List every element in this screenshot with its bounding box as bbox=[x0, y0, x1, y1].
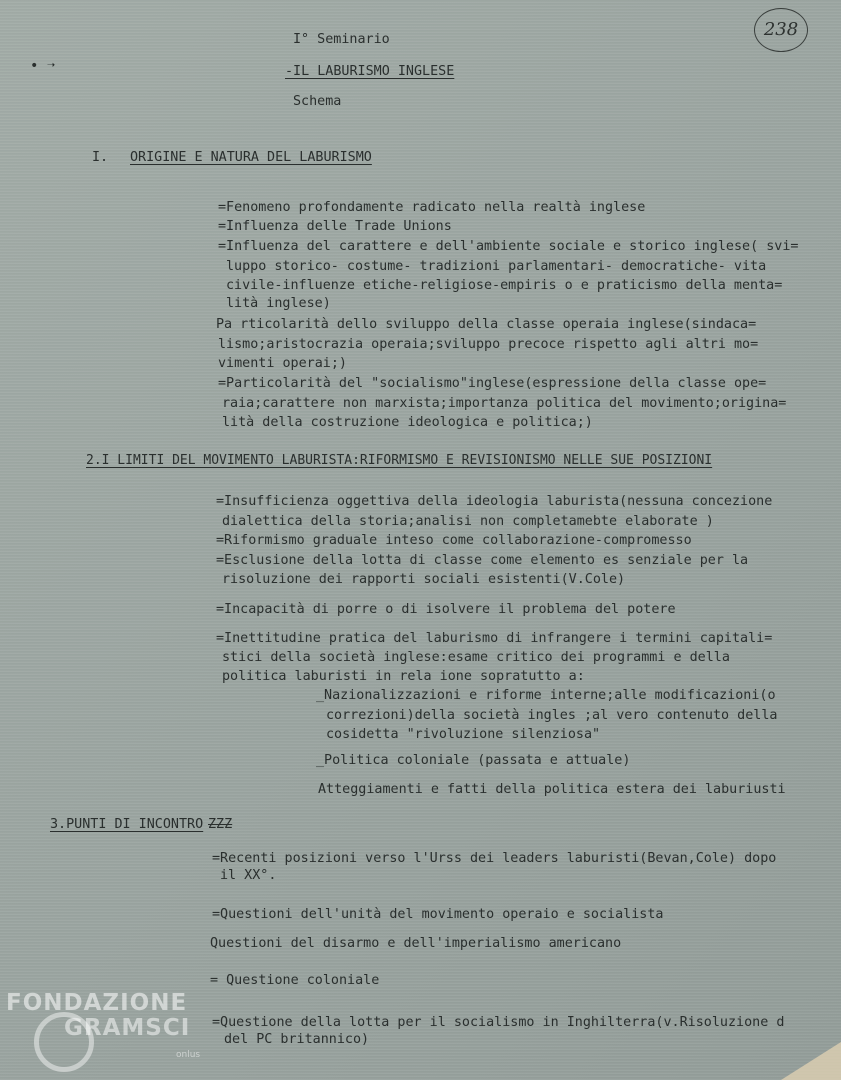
margin-mark: • ➝ bbox=[30, 58, 56, 74]
section2-line: =Insufficienza oggettiva della ideologia laburista(nessuna concezione bbox=[216, 494, 773, 509]
section1-line: luppo storico- costume- tradizioni parlamentari- democratiche- vita bbox=[226, 259, 767, 274]
section3-heading-strikeout: ZZZ bbox=[208, 817, 233, 832]
section2-line: stici della società inglese:esame critico dei programmi e della bbox=[222, 650, 730, 665]
section1-line: vimenti operai;) bbox=[218, 356, 347, 371]
watermark-line1: FONDAZIONE bbox=[6, 990, 188, 1016]
section2-subline: cosidetta "rivoluzione silenziosa" bbox=[326, 727, 601, 742]
section2-subline: _Nazionalizzazioni e riforme interne;alle modificazioni(o bbox=[316, 688, 776, 703]
section1-number: I. bbox=[92, 150, 109, 165]
section1-heading: ORIGINE E NATURA DEL LABURISMO bbox=[130, 150, 372, 165]
section1-line: lità della costruzione ideologica e politica;) bbox=[222, 415, 593, 430]
section3-heading: 3.PUNTI DI INCONTRO bbox=[50, 817, 204, 832]
section2-line: =Incapacità di porre o di isolvere il problema del potere bbox=[216, 602, 676, 617]
section1-line: =Influenza delle Trade Unions bbox=[218, 219, 452, 234]
section1-line: lità inglese) bbox=[226, 296, 331, 311]
section3-line: = Questione coloniale bbox=[210, 973, 380, 988]
section1-line: civile-influenze etiche-religiose-empiris o e praticismo della menta= bbox=[226, 278, 783, 293]
section2-line: politica laburisti in rela ione sopratutto a: bbox=[222, 669, 585, 684]
section3-line: Questioni del disarmo e dell'imperialismo americano bbox=[210, 936, 622, 951]
section2-line: =Riformismo graduale inteso come collaborazione-compromesso bbox=[216, 533, 692, 548]
section1-line: =Fenomeno profondamente radicato nella realtà inglese bbox=[218, 200, 646, 215]
section1-line: raia;carattere non marxista;importanza politica del movimento;origina= bbox=[222, 396, 787, 411]
section1-line: Pa rticolarità dello sviluppo della classe operaia inglese(sindaca= bbox=[216, 317, 757, 332]
section3-line: =Questione della lotta per il socialismo in Inghilterra(v.Risoluzione d bbox=[212, 1015, 785, 1030]
page-number: 238 bbox=[754, 8, 808, 52]
section2-line: =Inettitudine pratica del laburismo di infrangere i termini capitali= bbox=[216, 631, 773, 646]
paper-corner bbox=[781, 1042, 841, 1080]
watermark-line3: onlus bbox=[176, 1050, 201, 1060]
watermark-line2: GRAMSCI bbox=[64, 1015, 191, 1041]
seminar-label: I° Seminario bbox=[293, 32, 390, 47]
section3-line: il XX°. bbox=[220, 868, 277, 883]
section2-line: risoluzione dei rapporti sociali esistenti(V.Cole) bbox=[222, 572, 626, 587]
section3-line: =Questioni dell'unità del movimento operaio e socialista bbox=[212, 907, 664, 922]
section1-line: lismo;aristocrazia operaia;sviluppo precoce rispetto agli altri mo= bbox=[218, 337, 759, 352]
section2-subline: correzioni)della società ingles ;al vero contenuto della bbox=[326, 708, 778, 723]
section2-subline: Atteggiamenti e fatti della politica estera dei laburiusti bbox=[318, 782, 786, 797]
schema-label: Schema bbox=[293, 94, 342, 109]
section3-line: del PC britannico) bbox=[224, 1032, 370, 1047]
section1-line: =Influenza del carattere e dell'ambiente sociale e storico inglese( svi= bbox=[218, 239, 799, 254]
document-title: -IL LABURISMO INGLESE bbox=[285, 64, 455, 79]
section2-subline: _Politica coloniale (passata e attuale) bbox=[316, 753, 631, 768]
section2-heading: 2.I LIMITI DEL MOVIMENTO LABURISTA:RIFORMISMO E REVISIONISMO NELLE SUE POSIZIONI bbox=[86, 453, 713, 468]
section2-line: dialettica della storia;analisi non completamebte elaborate ) bbox=[222, 514, 714, 529]
section3-line: =Recenti posizioni verso l'Urss dei leaders laburisti(Bevan,Cole) dopo bbox=[212, 851, 777, 866]
section2-line: =Esclusione della lotta di classe come elemento es senziale per la bbox=[216, 553, 749, 568]
section1-line: =Particolarità del "socialismo"inglese(espressione della classe ope= bbox=[218, 376, 767, 391]
